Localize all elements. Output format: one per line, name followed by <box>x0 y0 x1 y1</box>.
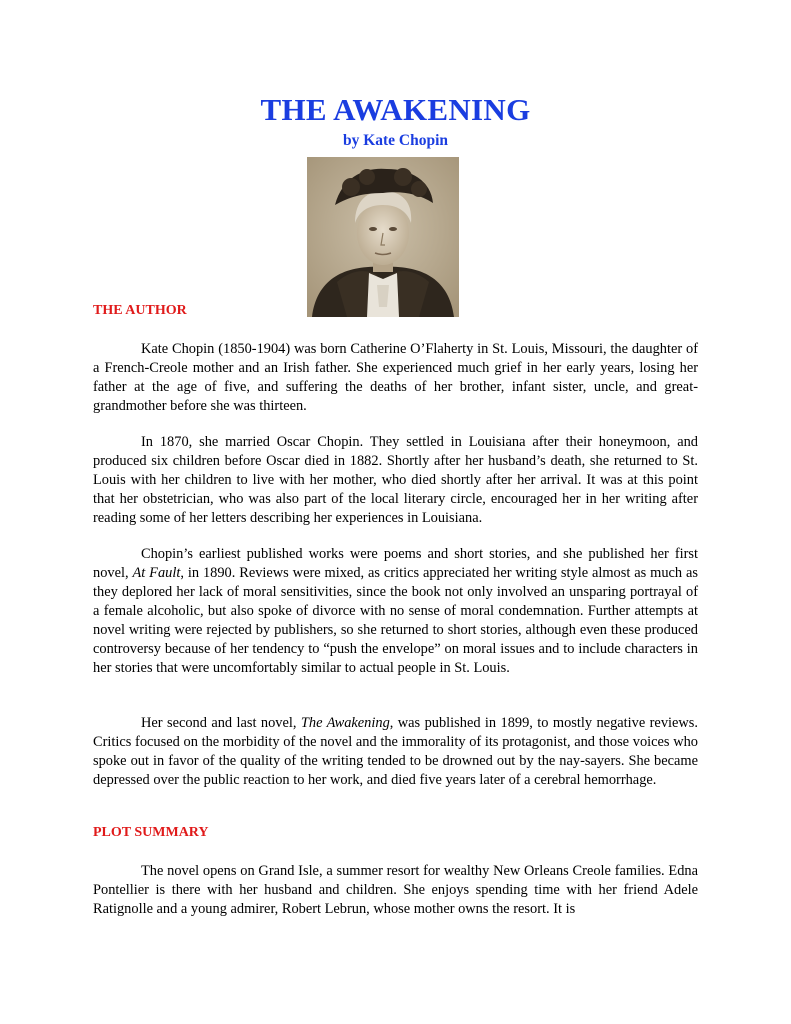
author-paragraph-3-text-a: Chopin’s earliest published works were poems and short stories, and she published her first novel, <box>93 546 698 581</box>
document-subtitle: by Kate Chopin <box>342 132 449 149</box>
plot-paragraph-1: The novel opens on Grand Isle, a summer resort for wealthy New Orleans Creole families. Edna Pontellier is there with her husband and children. She enjoys spending time with her friend Adele Ratignolle and a young admirer, Robert Lebrun, whose mother owns the resort. It is <box>93 863 698 917</box>
author-portrait <box>307 157 459 317</box>
author-paragraph-1: Kate Chopin (1850-1904) was born Catherine O’Flaherty in St. Louis, Missouri, the daughter of a French-Creole mother and an Irish father. She experienced much grief in her early years, losing her father at the age of five, and suffering the deaths of her brother, infant sister, uncle, and great-grandmother before she was thirteen. <box>93 341 698 414</box>
author-paragraph-4-text-b: , was published in 1899, to mostly negative reviews. Critics focused on the morbidity of the novel and the immorality of its protagonist, and those voices who spoke out in favor of the quality of the writing tended to be drowned out by the nay-sayers. She became depressed over the public reaction to her work, and died five years later of a cerebral hemorrhage. <box>93 715 698 788</box>
section-heading-author: THE AUTHOR <box>93 303 187 318</box>
author-paragraph-2: In 1870, she married Oscar Chopin. They settled in Louisiana after their honeymoon, and produced six children before Oscar died in 1882. Shortly after her husband’s death, she returned to St. Louis with her children to live with her mother, who died shortly after her arrival. It was at this point that her obstetrician, who was also part of the local literary circle, encouraged her in her writing after reading some of her letters describing her experiences in Louisiana. <box>93 434 698 526</box>
document-title: THE AWAKENING <box>260 92 531 127</box>
author-paragraph-4 <box>93 714 698 790</box>
author-paragraph-3 <box>93 545 698 678</box>
section-heading-plot-summary: PLOT SUMMARY <box>93 825 209 840</box>
novel-title-at-fault: At Fault <box>132 565 181 581</box>
author-paragraph-3-text-b: , in 1890. Reviews were mixed, as critics appreciated her writing style almost as much as they deplored her lack of moral sensitivities, since the book not only involved an unsparing portrayal of a female alcoholic, but also spoke of divorce with no sense of moral condemnation. Further attempts at novel writing were rejected by publishers, so she returned to short stories, although even these produced controversy because of her tendency to “push the envelope” on moral issues and to include characters in her stories that were uncomfortably similar to actual people in St. Louis. <box>93 565 698 676</box>
author-portrait-image <box>307 157 459 317</box>
novel-title-the-awakening: The Awakening <box>300 715 390 731</box>
author-paragraph-4-text-a: Her second and last novel, <box>141 715 297 731</box>
